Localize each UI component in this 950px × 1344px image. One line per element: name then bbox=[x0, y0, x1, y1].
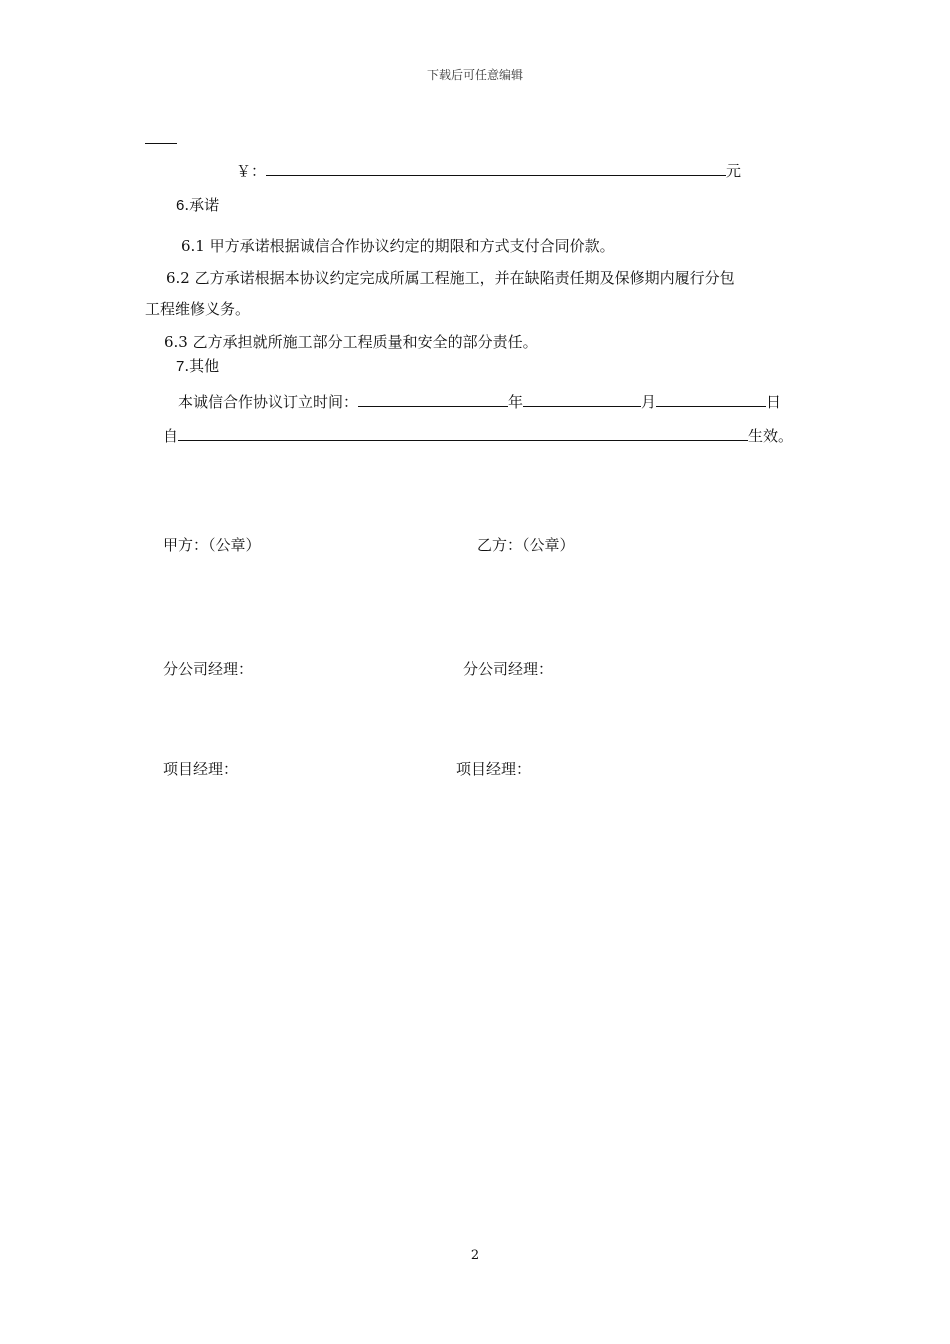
party-b-seal: 乙方：（公章） bbox=[477, 536, 575, 554]
year-label: 年 bbox=[508, 393, 524, 411]
day-blank bbox=[656, 391, 766, 407]
party-a-seal: 甲方：（公章） bbox=[163, 536, 261, 554]
amount-prefix: ￥： bbox=[236, 162, 267, 180]
month-label: 月 bbox=[641, 393, 657, 411]
page-number: 2 bbox=[470, 1248, 480, 1263]
amount-line bbox=[236, 160, 741, 181]
blank-line-top bbox=[145, 143, 177, 144]
party-a-branch-manager: 分公司经理： bbox=[163, 660, 254, 678]
agreement-date-line bbox=[178, 391, 781, 412]
amount-blank bbox=[266, 160, 726, 176]
section-7-title: .其他 bbox=[184, 357, 220, 375]
section-6-number: 6 bbox=[176, 197, 185, 214]
clause-6-2-line-1: 6.2 乙方承诺根据本协议约定完成所属工程施工，并在缺陷责任期及保修期内履行分包 bbox=[166, 269, 735, 287]
section-7-heading bbox=[176, 356, 219, 377]
amount-unit: 元 bbox=[726, 162, 742, 180]
page-header: 下载后可任意编辑 bbox=[426, 68, 523, 82]
section-6-title: .承诺 bbox=[184, 196, 220, 214]
year-blank bbox=[358, 391, 508, 407]
clause-6-3: 6.3 乙方承担就所施工部分工程质量和安全的部分责任。 bbox=[164, 333, 538, 351]
party-a-project-manager: 项目经理： bbox=[163, 760, 239, 778]
effective-label: 生效。 bbox=[748, 427, 794, 445]
date-label: 本诚信合作协议订立时间： bbox=[178, 393, 359, 411]
section-7-number: 7 bbox=[176, 358, 185, 375]
from-label: 自 bbox=[163, 427, 179, 445]
month-blank bbox=[523, 391, 641, 407]
party-b-branch-manager: 分公司经理： bbox=[463, 660, 554, 678]
effective-blank bbox=[178, 425, 748, 441]
clause-6-2-line-2: 工程维修义务。 bbox=[145, 300, 251, 318]
day-label: 日 bbox=[766, 393, 782, 411]
effective-line bbox=[163, 425, 793, 446]
section-6-heading bbox=[176, 195, 219, 216]
party-b-project-manager: 项目经理： bbox=[456, 760, 532, 778]
clause-6-1: 6.1 甲方承诺根据诚信合作协议约定的期限和方式支付合同价款。 bbox=[181, 237, 615, 255]
